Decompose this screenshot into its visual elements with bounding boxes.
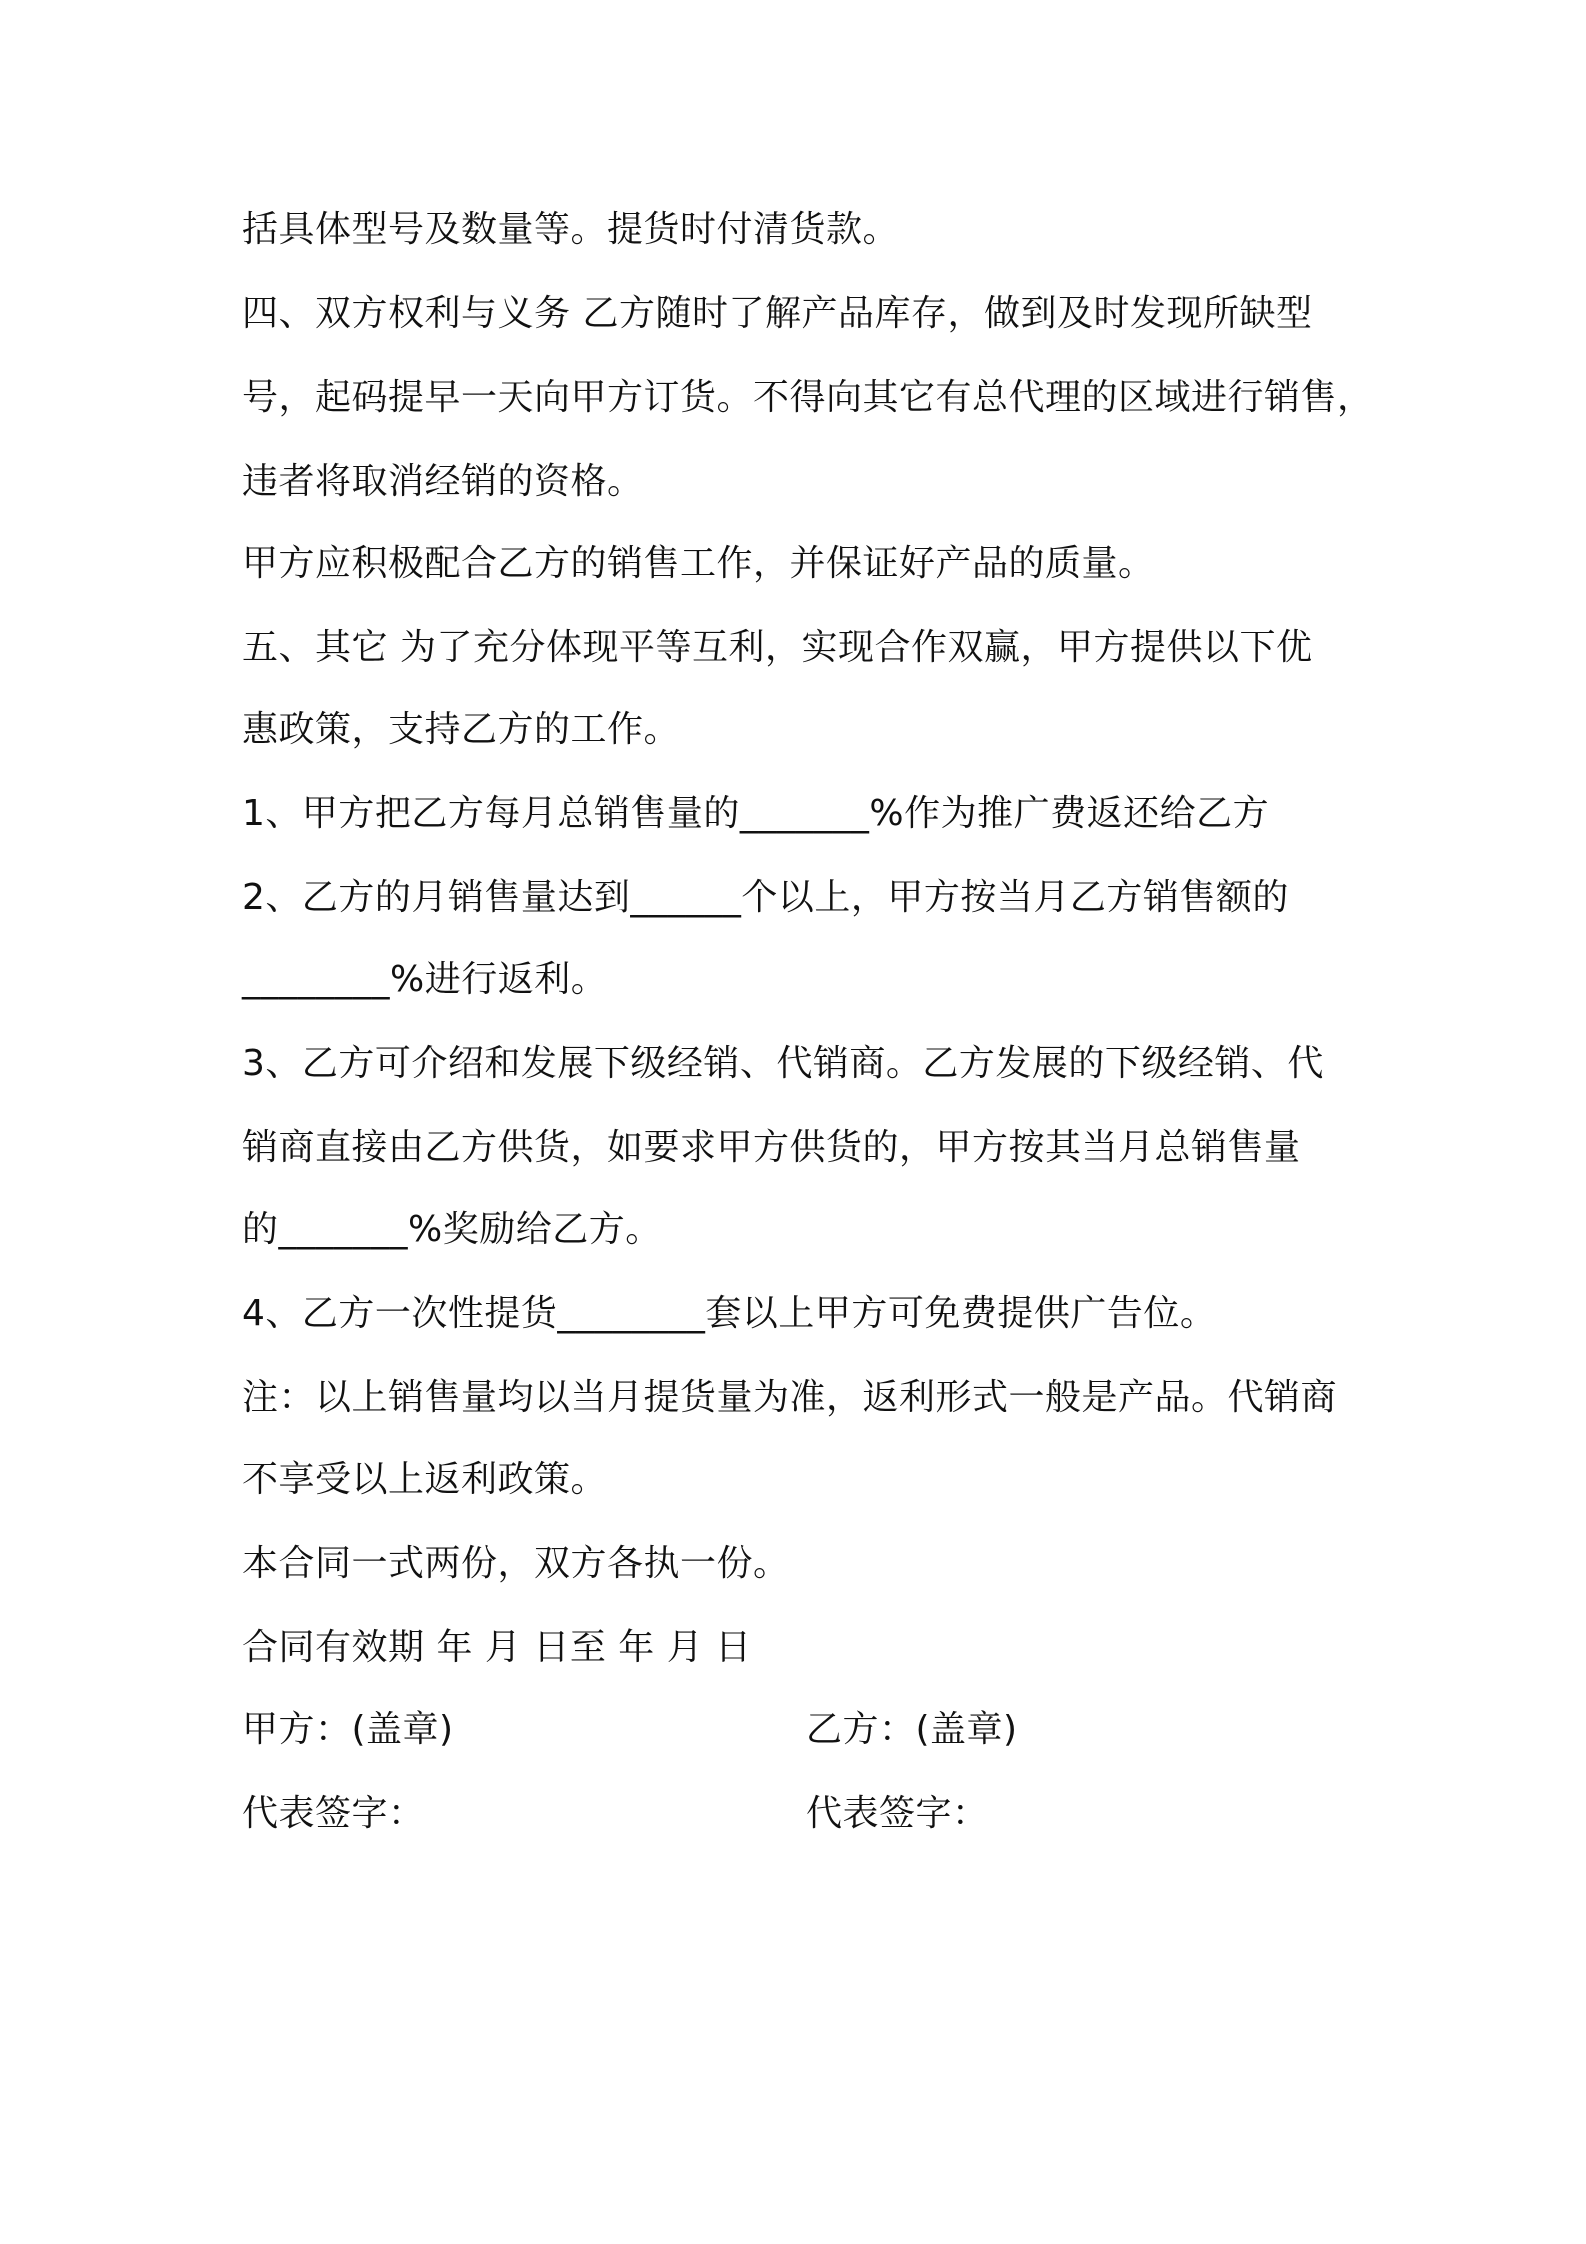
- contract-validity-line: 合同有效期 年 月 日至 年 月 日: [242, 1627, 752, 1668]
- text-line: 3、乙方可介绍和发展下级经销、代销商。乙方发展的下级经销、代: [242, 1043, 1324, 1084]
- text-line: 2、乙方的月销售量达到______个以上，甲方按当月乙方销售额的: [242, 877, 1289, 918]
- text-line: 甲方应积极配合乙方的销售工作，并保证好产品的质量。: [242, 543, 1155, 584]
- text-line: 号，起码提早一天向甲方订货。不得向其它有总代理的区域进行销售，: [242, 377, 1374, 418]
- party-a-seal: 甲方：(盖章): [242, 1709, 454, 1750]
- party-a-signature: 代表签字：: [242, 1793, 425, 1834]
- text-line: 不享受以上返利政策。: [242, 1459, 608, 1500]
- text-line: 惠政策，支持乙方的工作。: [242, 709, 681, 750]
- text-line: 的_______%奖励给乙方。: [242, 1209, 662, 1250]
- text-line: 四、双方权利与义务 乙方随时了解产品库存，做到及时发现所缺型: [242, 293, 1313, 334]
- text-line: 五、其它 为了充分体现平等互利，实现合作双赢，甲方提供以下优: [242, 627, 1313, 668]
- text-line: 1、甲方把乙方每月总销售量的_______%作为推广费返还给乙方: [242, 793, 1270, 834]
- text-line: 4、乙方一次性提货________套以上甲方可免费提供广告位。: [242, 1293, 1217, 1334]
- text-line: 本合同一式两份，双方各执一份。: [242, 1543, 790, 1584]
- text-line: ________%进行返利。: [242, 959, 608, 1000]
- text-line: 违者将取消经销的资格。: [242, 461, 644, 502]
- text-line: 注：以上销售量均以当月提货量为准，返利形式一般是产品。代销商: [242, 1377, 1338, 1418]
- party-b-signature: 代表签字：: [806, 1793, 989, 1834]
- text-line: 括具体型号及数量等。提货时付清货款。: [242, 209, 900, 250]
- text-line: 销商直接由乙方供货，如要求甲方供货的，甲方按其当月总销售量: [242, 1127, 1301, 1168]
- party-b-seal: 乙方：(盖章): [806, 1709, 1018, 1750]
